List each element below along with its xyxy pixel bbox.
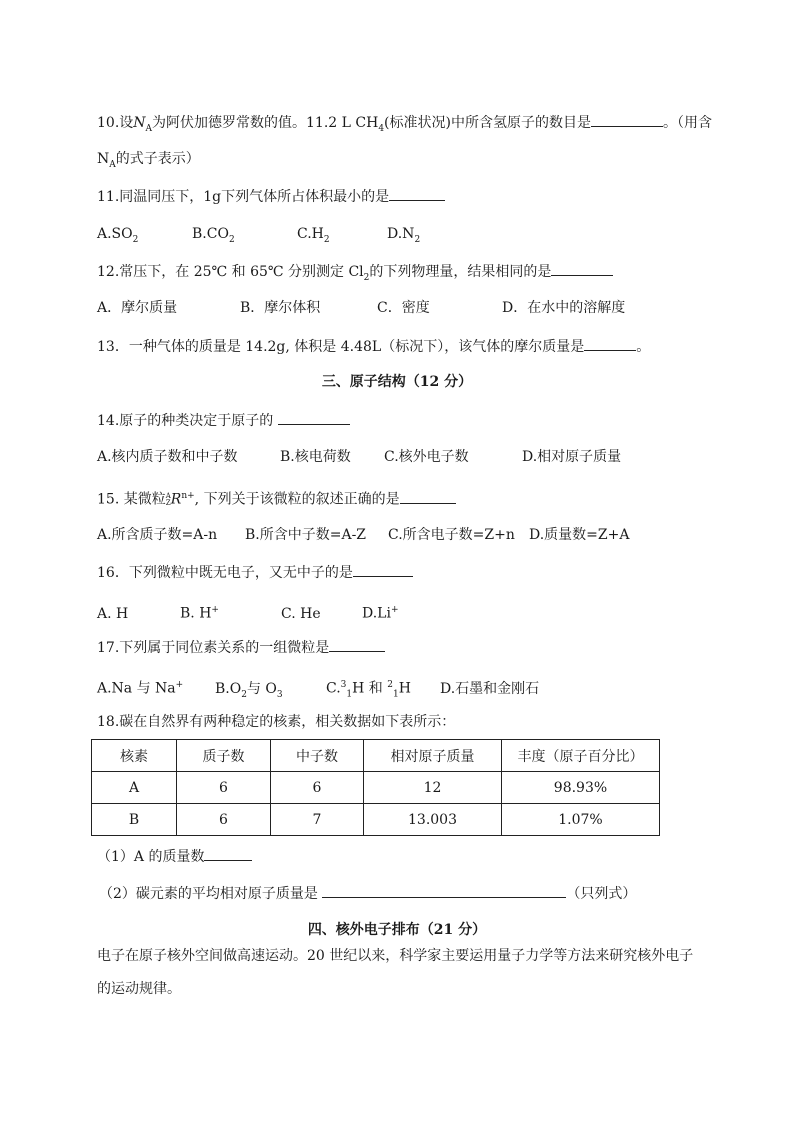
- table-header: 中子数: [271, 740, 364, 772]
- q18-sub1-text: （1）A 的质量数: [97, 849, 205, 865]
- option-a[interactable]: [97, 224, 192, 250]
- q13-end: 。: [636, 339, 651, 355]
- question-12-options: [97, 298, 625, 318]
- answer-blank-16[interactable]: [353, 562, 413, 577]
- section-4-heading: 四、核外电子排布（21 分）: [307, 922, 487, 938]
- table-header: 丰度（原子百分比）: [502, 740, 660, 772]
- answer-blank-18-2[interactable]: [322, 883, 566, 898]
- opt-c-text2: H 和: [352, 680, 388, 697]
- nuclide-table: [91, 739, 660, 836]
- section-4-paragraph: 电子在原子核外空间做高速运动。20 世纪以来，科学家主要运用量子力学等方法来研究核外电子的运动规律。: [97, 948, 694, 997]
- opt-base: B.CO: [192, 226, 229, 242]
- q18-sub2-end: （只列式）: [566, 886, 637, 902]
- option-c[interactable]: [297, 224, 387, 250]
- question-15-options: [97, 525, 629, 545]
- option-a[interactable]: [97, 604, 180, 624]
- opt-base: A. H: [97, 605, 129, 622]
- opt-base: B. H: [180, 605, 212, 622]
- option-a[interactable]: [97, 675, 215, 699]
- answer-blank-17[interactable]: [329, 637, 385, 652]
- option-d[interactable]: D．在水中的溶解度: [502, 300, 626, 316]
- option-a[interactable]: A．摩尔质量: [97, 300, 178, 316]
- table-cell: 6: [177, 772, 271, 804]
- table-cell: 98.93%: [502, 772, 660, 804]
- table-row: [92, 804, 660, 836]
- q18-sub2-text: （2）碳元素的平均相对原子质量是: [99, 886, 318, 902]
- table-cell: 6: [177, 804, 271, 836]
- opt-base: D.Li: [362, 605, 391, 622]
- question-17: [97, 637, 385, 658]
- option-c[interactable]: C．密度: [377, 300, 430, 316]
- option-b[interactable]: [180, 600, 281, 624]
- q18-text: 18.碳在自然界有两种稳定的核素，相关数据如下表所示：: [97, 714, 456, 730]
- table-cell: B: [92, 804, 177, 836]
- q10-end: 。（用含: [662, 115, 712, 131]
- answer-blank-14[interactable]: [278, 410, 350, 425]
- opt-sup: +: [211, 605, 219, 615]
- question-14: [97, 410, 350, 431]
- option-c[interactable]: C.核外电子数: [384, 449, 469, 465]
- q16-text: 16．下列微粒中既无电子，又无中子的是: [97, 565, 353, 581]
- question-10-line2: [97, 149, 200, 175]
- na-sub: A: [145, 123, 153, 134]
- table-header: 相对原子质量: [364, 740, 502, 772]
- section-3-heading: 三、原子结构（12 分）: [321, 374, 473, 390]
- table-header: 核素: [92, 740, 177, 772]
- answer-blank-13[interactable]: [584, 336, 636, 351]
- q15-prefix: 15. 某微粒: [97, 491, 166, 508]
- question-12: [97, 261, 613, 288]
- opt-c-sub2: 1: [392, 689, 399, 700]
- option-c[interactable]: [326, 675, 440, 704]
- q10-line2-text: 的式子表示）: [115, 151, 200, 167]
- mass-number: A: [165, 491, 171, 500]
- opt-a-sup: +: [175, 680, 184, 690]
- option-c[interactable]: [281, 604, 362, 624]
- question-18-sub2: [99, 883, 636, 904]
- option-a[interactable]: A.所含质子数=A-n: [97, 527, 218, 543]
- question-10: [97, 112, 712, 139]
- q12-text-b: 的下列物理量，结果相同的是: [369, 264, 552, 280]
- question-15: [97, 486, 456, 510]
- option-b[interactable]: B.所含中子数=A-Z: [245, 527, 367, 543]
- table-cell: 6: [271, 772, 364, 804]
- q15-suffix: , 下列关于该微粒的叙述正确的是: [194, 491, 400, 508]
- ch4-sub: 4: [378, 123, 385, 134]
- question-17-options: [97, 675, 539, 704]
- answer-blank-18-1[interactable]: [204, 846, 252, 861]
- table-cell: A: [92, 772, 177, 804]
- question-14-options: [97, 447, 621, 467]
- opt-c-sup1: 3: [340, 680, 347, 690]
- q10-mid: 为阿伏加德罗常数的值。11.2 L CH: [152, 115, 379, 131]
- opt-base: D.N: [387, 226, 415, 242]
- question-11-options: [97, 224, 420, 250]
- answer-blank-11[interactable]: [389, 186, 445, 201]
- q13-text: 13．一种气体的质量是 14.2g, 体积是 4.48L（标况下），该气体的摩尔质量是: [97, 339, 585, 355]
- answer-blank-12[interactable]: [551, 261, 613, 276]
- opt-b-sub2: 3: [276, 689, 283, 700]
- table-cell: 7: [271, 804, 364, 836]
- opt-base: C. He: [281, 605, 321, 622]
- q10-suffix: (标准状况)中所含氢原子的数目是: [384, 115, 591, 131]
- table-cell: 12: [364, 772, 502, 804]
- atomic-number: Z: [165, 498, 171, 507]
- q10-na-sub: A: [109, 159, 116, 170]
- opt-b-sub: 2: [241, 689, 247, 700]
- table-cell: 1.07%: [502, 804, 660, 836]
- opt-c-sup2: 2: [387, 680, 393, 690]
- element-symbol: R: [170, 491, 182, 508]
- option-b[interactable]: [192, 224, 297, 250]
- option-d[interactable]: D.石墨和金刚石: [440, 680, 540, 697]
- table-cell: 13.003: [364, 804, 502, 836]
- option-a[interactable]: A.核内质子数和中子数: [97, 449, 238, 465]
- opt-a-text: A.Na 与 Na: [97, 680, 176, 697]
- table-header-row: [92, 740, 660, 772]
- q10-na: N: [97, 151, 110, 167]
- question-16: [97, 562, 413, 583]
- question-16-options: [97, 600, 399, 624]
- option-d[interactable]: [387, 224, 420, 250]
- opt-sub: 2: [228, 234, 235, 245]
- q11-text: 11.同温同压下，1g下列气体所占体积最小的是: [97, 189, 390, 205]
- table-header: 质子数: [177, 740, 271, 772]
- question-18-sub1: [97, 846, 252, 867]
- option-b[interactable]: [215, 679, 326, 705]
- option-d[interactable]: [362, 600, 399, 624]
- opt-sub: 2: [414, 234, 421, 245]
- answer-blank-15[interactable]: [400, 489, 456, 504]
- opt-c-sub1: 1: [346, 689, 353, 700]
- question-13: [97, 336, 650, 357]
- opt-b-text2: 与 O: [246, 680, 277, 697]
- cl2-sub: 2: [363, 272, 370, 283]
- answer-blank-10[interactable]: [591, 112, 663, 127]
- option-d[interactable]: D.质量数=Z+A: [529, 527, 630, 543]
- option-c[interactable]: C.所含电子数=Z+n: [388, 527, 515, 543]
- opt-sup: +: [390, 605, 399, 615]
- option-b[interactable]: B．摩尔体积: [240, 300, 321, 316]
- q17-text: 17.下列属于同位素关系的一组微粒是: [97, 640, 330, 656]
- opt-base: A.SO: [97, 226, 133, 242]
- option-d[interactable]: D.相对原子质量: [522, 449, 622, 465]
- q12-text-a: 12.常压下，在 25℃ 和 65℃ 分别测定 Cl: [97, 264, 364, 280]
- q10-prefix: 10.设: [97, 115, 134, 131]
- opt-b-text: B.O: [215, 680, 242, 697]
- opt-c-text3: H: [398, 680, 411, 697]
- question-11: [97, 186, 445, 207]
- q14-text: 14.原子的种类决定于原子的: [97, 413, 274, 429]
- ion-charge: n+: [181, 491, 195, 501]
- option-b[interactable]: B.核电荷数: [280, 449, 351, 465]
- opt-sub: 2: [323, 234, 330, 245]
- na-symbol: N: [133, 115, 146, 131]
- question-18: [97, 712, 455, 732]
- opt-c-text: C.: [326, 680, 341, 697]
- opt-base: C.H: [297, 226, 324, 242]
- opt-sub: 2: [132, 234, 139, 245]
- table-row: [92, 772, 660, 804]
